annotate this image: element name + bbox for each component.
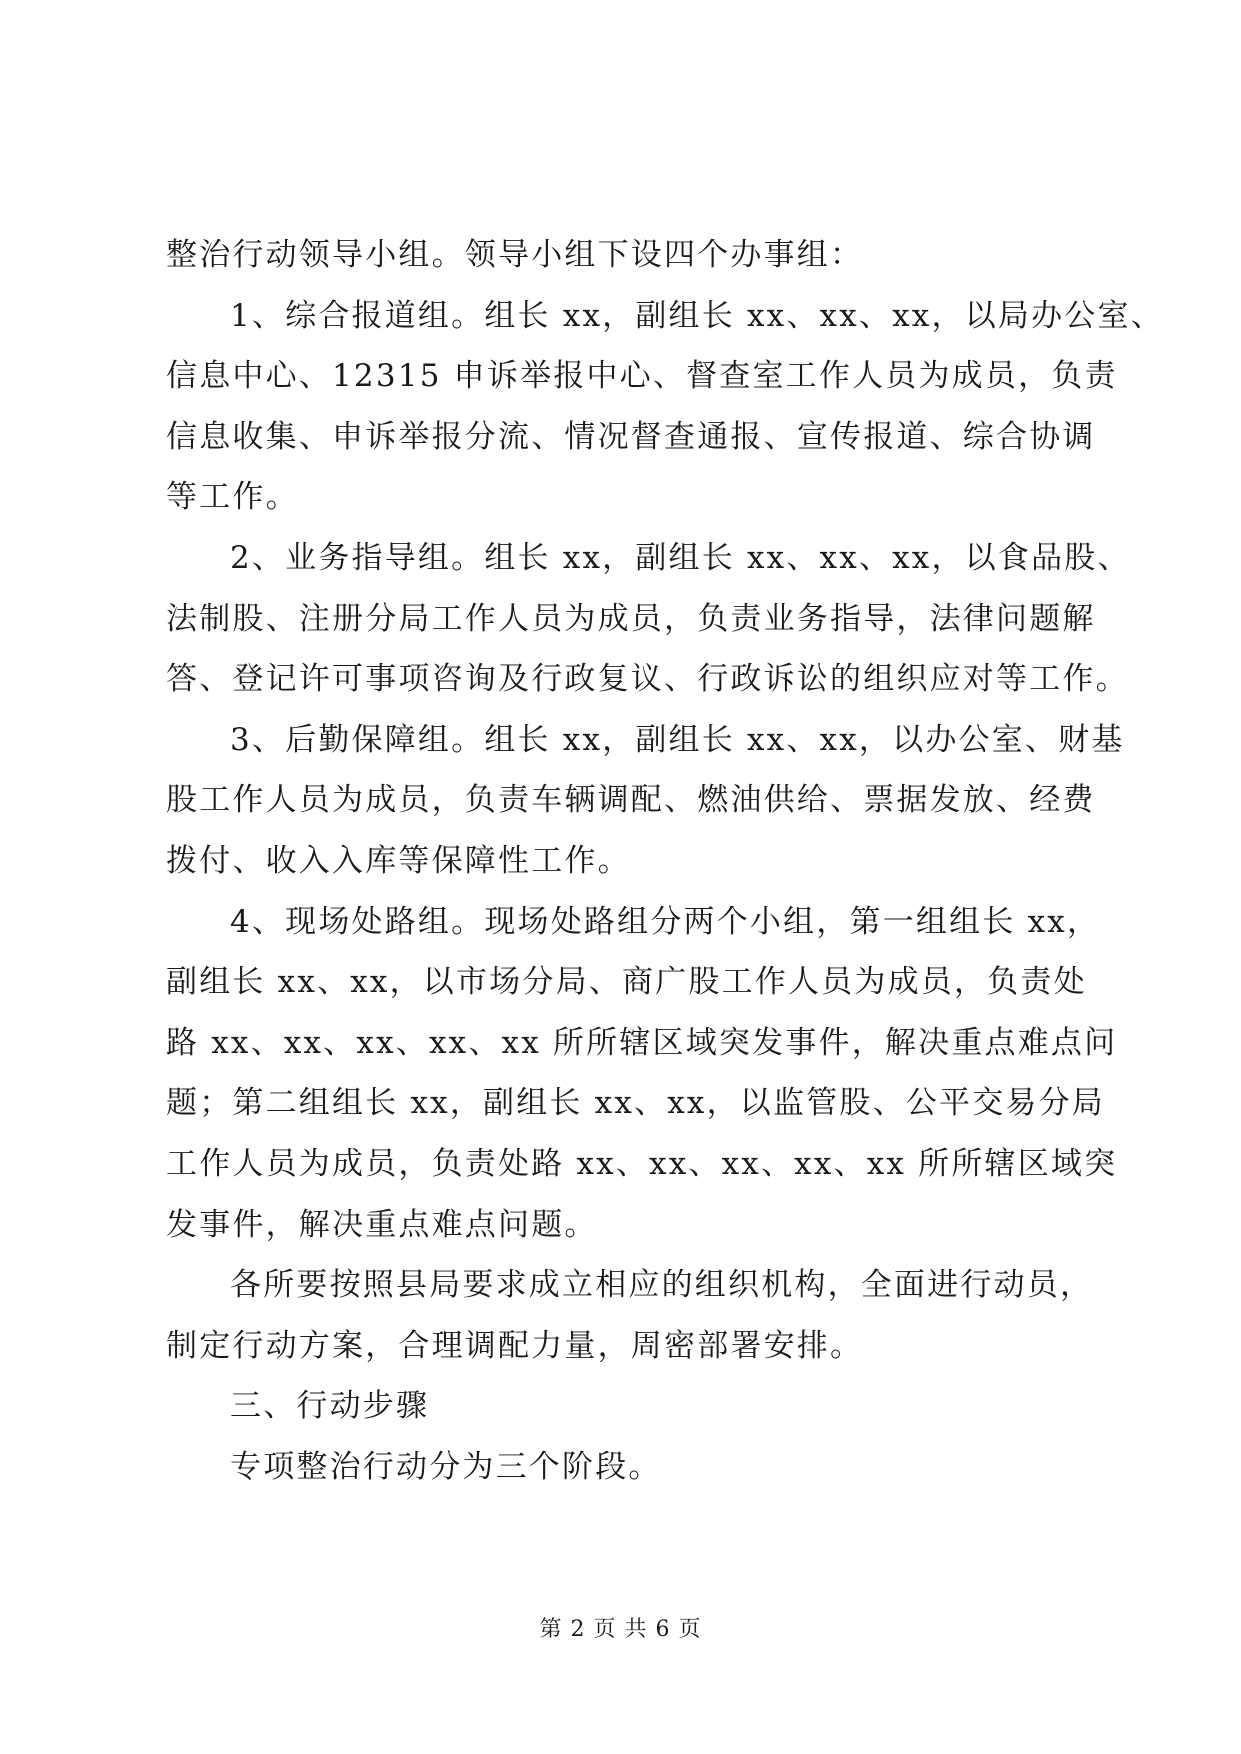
text-line: 工作人员为成员，负责处路 xx、xx、xx、xx、xx 所所辖区域突 [166, 1145, 1118, 1182]
text-line: 信息收集、申诉举报分流、情况督查通报、宣传报道、综合协调 [166, 418, 1096, 455]
text-line: 拨付、收入入库等保障性工作。 [166, 842, 631, 879]
text-line: 题；第二组组长 xx，副组长 xx、xx，以监管股、公平交易分局 [166, 1085, 1106, 1122]
text-line: 发事件，解决重点难点问题。 [166, 1206, 598, 1243]
paragraph-start: 2、业务指导组。组长 xx，副组长 xx、xx、xx，以食品股、 [230, 539, 1131, 576]
text-line: 法制股、注册分局工作人员为成员，负责业务指导，法律问题解 [166, 600, 1096, 637]
paragraph-start: 3、后勤保障组。组长 xx，副组长 xx、xx，以办公室、财基 [230, 721, 1125, 758]
text-line: 副组长 xx、xx，以市场分局、商广股工作人员为成员，负责处 [166, 964, 1087, 1001]
paragraph-start: 各所要按照县局要求成立相应的组织机构，全面进行动员， [230, 1267, 1094, 1304]
text-line: 制定行动方案，合理调配力量，周密部署安排。 [166, 1327, 864, 1364]
text-line: 信息中心、12315 申诉举报中心、督查室工作人员为成员，负责 [166, 358, 1118, 395]
text-line: 路 xx、xx、xx、xx、xx 所所辖区域突发事件，解决重点难点问 [166, 1024, 1118, 1061]
text-line: 整治行动领导小组。领导小组下设四个办事组： [166, 237, 864, 273]
text-line: 答、登记许可事项咨询及行政复议、行政诉讼的组织应对等工作。 [166, 661, 1129, 698]
text-line: 股工作人员为成员，负责车辆调配、燃油供给、票据发放、经费 [166, 782, 1096, 819]
body-text [166, 225, 1164, 1497]
paragraph-start: 4、现场处路组。现场处路组分两个小组，第一组组长 xx， [230, 903, 1101, 940]
text-line: 等工作。 [166, 479, 299, 516]
page-footer: 第 2 页 共 6 页 [539, 1617, 702, 1642]
paragraph-start: 专项整治行动分为三个阶段。 [230, 1448, 662, 1485]
paragraph-start: 1、综合报道组。组长 xx，副组长 xx、xx、xx，以局办公室、 [230, 297, 1164, 334]
section-heading: 三、行动步骤 [230, 1388, 430, 1425]
